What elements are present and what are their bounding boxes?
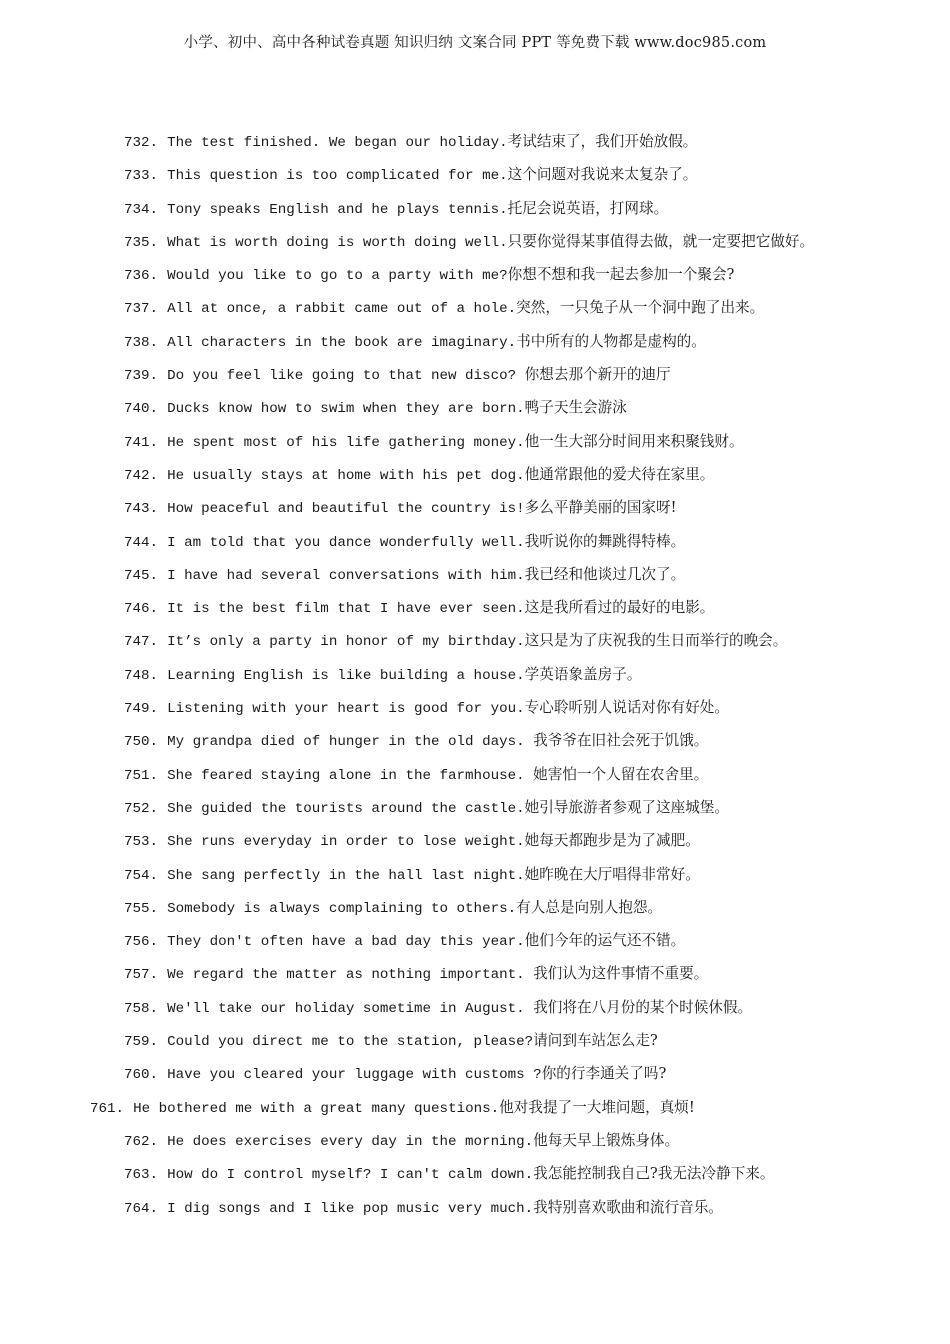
- sentence-number: 745.: [124, 567, 159, 584]
- sentence-english: Listening with your heart is good for you.: [167, 701, 525, 718]
- sentence-number: 737.: [124, 301, 159, 318]
- sentence-chinese: 请问到车站怎么走?: [533, 1032, 658, 1050]
- sentence-number: 733.: [124, 168, 159, 185]
- sentence-english: He spent most of his life gathering money.: [167, 434, 525, 451]
- sentence-chinese: 书中所有的人物都是虚构的。: [516, 332, 706, 350]
- list-item: [0, 194, 950, 227]
- sentence-chinese: 我们认为这件事情不重要。: [533, 965, 709, 983]
- sentence-english: All characters in the book are imaginary.: [167, 334, 517, 351]
- sentence-number: 736.: [124, 268, 159, 285]
- sentence-chinese: 我们将在八月份的某个时候休假。: [533, 998, 753, 1016]
- sentence-number: 739.: [124, 368, 159, 385]
- list-item: [0, 1193, 950, 1226]
- sentence-english: She sang perfectly in the hall last night.: [167, 867, 525, 884]
- sentence-number: 759.: [124, 1034, 159, 1051]
- sentence-english: I am told that you dance wonderfully well.: [167, 534, 525, 551]
- list-item: [0, 826, 950, 859]
- sentence-number: 750.: [124, 734, 159, 751]
- sentence-english: She runs everyday in order to lose weight.: [167, 834, 525, 851]
- sentence-number: 742.: [124, 467, 159, 484]
- list-item: [0, 1126, 950, 1159]
- sentence-number: 734.: [124, 201, 159, 218]
- sentence-english: Tony speaks English and he plays tennis.: [167, 201, 508, 218]
- sentence-chinese: 我已经和他谈过几次了。: [524, 565, 686, 583]
- list-item: [0, 1093, 950, 1126]
- sentence-english: Learning English is like building a house.: [167, 667, 525, 684]
- sentence-list: [0, 127, 950, 1226]
- sentence-english: Somebody is always complaining to others.: [167, 900, 517, 917]
- sentence-english: He usually stays at home with his pet dog.: [167, 467, 525, 484]
- sentence-english: It is the best film that I have ever seen.: [167, 601, 525, 618]
- list-item: [0, 893, 950, 926]
- sentence-number: 746.: [124, 601, 159, 618]
- list-item: [0, 427, 950, 460]
- sentence-english: It’s only a party in honor of my birthday.: [167, 634, 525, 651]
- sentence-chinese: 她害怕一个人留在农舍里。: [533, 765, 709, 783]
- list-item: [0, 493, 950, 526]
- sentence-number: 744.: [124, 534, 159, 551]
- sentence-chinese: 学英语象盖房子。: [524, 665, 642, 683]
- sentence-chinese: 你想不想和我一起去参加一个聚会?: [507, 266, 735, 284]
- sentence-chinese: 她昨晚在大厅唱得非常好。: [524, 865, 700, 883]
- sentence-english: She feared staying alone in the farmhouse.: [167, 767, 534, 784]
- sentence-english: How do I control myself? I can't calm down.: [167, 1167, 534, 1184]
- sentence-number: 753.: [124, 834, 159, 851]
- sentence-chinese: 我特别喜欢歌曲和流行音乐。: [533, 1198, 723, 1216]
- sentence-chinese: 他一生大部分时间用来积聚钱财。: [524, 432, 744, 450]
- sentence-number: 755.: [124, 900, 159, 917]
- sentence-chinese: 这只是为了庆祝我的生日而举行的晚会。: [524, 632, 788, 650]
- list-item: [0, 1059, 950, 1092]
- list-item: [0, 560, 950, 593]
- list-item: [0, 993, 950, 1026]
- list-item: [0, 327, 950, 360]
- sentence-number: 743.: [124, 501, 159, 518]
- sentence-english: All at once, a rabbit came out of a hole.: [167, 301, 517, 318]
- list-item: [0, 227, 950, 260]
- sentence-number: 751.: [124, 767, 159, 784]
- sentence-chinese: 考试结束了，我们开始放假。: [507, 133, 698, 150]
- sentence-chinese: 他通常跟他的爱犬待在家里。: [524, 465, 715, 483]
- sentence-number: 760.: [124, 1067, 159, 1084]
- sentence-number: 754.: [124, 867, 159, 884]
- sentence-chinese: 我怎能控制我自己?我无法冷静下来。: [533, 1165, 775, 1183]
- sentence-chinese: 她引导旅游者参观了这座城堡。: [524, 798, 729, 816]
- sentence-chinese: 这个问题对我说来太复杂了。: [507, 166, 698, 184]
- list-item: [0, 593, 950, 626]
- sentence-number: 758.: [124, 1000, 159, 1017]
- sentence-english: Ducks know how to swim when they are born.: [167, 401, 525, 418]
- sentence-number: 748.: [124, 667, 159, 684]
- sentence-english: I have had several conversations with him.: [167, 567, 525, 584]
- list-item: [0, 1159, 950, 1192]
- list-item: [0, 760, 950, 793]
- list-item: [0, 293, 950, 326]
- list-item: [0, 1026, 950, 1059]
- sentence-chinese: 他对我提了一大堆问题，真烦!: [499, 1098, 695, 1116]
- list-item: [0, 460, 950, 493]
- sentence-english: Do you feel like going to that new disco?: [167, 368, 525, 385]
- sentence-number: 764.: [124, 1200, 159, 1217]
- list-item: [0, 160, 950, 193]
- sentence-chinese: 托尼会说英语，打网球。: [507, 199, 669, 217]
- sentence-chinese: 这是我所看过的最好的电影。: [524, 599, 715, 617]
- sentence-chinese: 他们今年的运气还不错。: [524, 932, 686, 950]
- sentence-number: 732.: [124, 135, 159, 151]
- sentence-chinese: 她每天都跑步是为了减肥。: [524, 832, 700, 850]
- sentence-chinese: 突然，一只兔子从一个洞中跑了出来。: [516, 299, 765, 317]
- list-item: [0, 360, 950, 393]
- list-item: [0, 393, 950, 426]
- sentence-english: Have you cleared your luggage with customs ?: [167, 1067, 542, 1084]
- sentence-english: My grandpa died of hunger in the old days.: [167, 734, 534, 751]
- sentence-english: They don't often have a bad day this year.: [167, 934, 525, 951]
- sentence-english: How peaceful and beautiful the country is!: [167, 501, 525, 518]
- list-item: [0, 959, 950, 992]
- sentence-number: 735.: [124, 234, 159, 251]
- sentence-english: I dig songs and I like pop music very much.: [167, 1200, 534, 1217]
- list-item: [0, 860, 950, 893]
- sentence-number: 756.: [124, 934, 159, 951]
- sentence-number: 761.: [90, 1100, 125, 1117]
- sentence-chinese: 专心聆听别人说话对你有好处。: [524, 699, 729, 717]
- list-item: [0, 527, 950, 560]
- sentence-number: 762.: [124, 1133, 159, 1150]
- sentence-chinese: 只要你觉得某事值得去做，就一定要把它做好。: [507, 232, 815, 250]
- list-item: [0, 260, 950, 293]
- sentence-chinese: 你想去那个新开的迪厅: [524, 366, 671, 384]
- list-item: [0, 726, 950, 759]
- list-item: [0, 127, 950, 160]
- list-item: [0, 926, 950, 959]
- sentence-number: 763.: [124, 1167, 159, 1184]
- sentence-english: She guided the tourists around the castle.: [167, 800, 525, 817]
- sentence-english: He bothered me with a great many questions.: [133, 1100, 500, 1117]
- sentence-chinese: 我爷爷在旧社会死于饥饿。: [533, 732, 709, 750]
- sentence-number: 757.: [124, 967, 159, 984]
- sentence-english: What is worth doing is worth doing well.: [167, 234, 508, 251]
- sentence-english: Would you like to go to a party with me?: [167, 268, 508, 285]
- sentence-chinese: 他每天早上锻炼身体。: [533, 1131, 680, 1149]
- sentence-chinese: 你的行李通关了吗?: [541, 1065, 667, 1083]
- list-item: [0, 626, 950, 659]
- page-header: 小学、初中、高中各种试卷真题 知识归纳 文案合同 PPT 等免费下载 www.doc985.com: [183, 35, 767, 51]
- sentence-english: We'll take our holiday sometime in August.: [167, 1000, 534, 1017]
- sentence-english: Could you direct me to the station, please?: [167, 1034, 534, 1051]
- sentence-number: 741.: [124, 434, 159, 451]
- sentence-english: The test finished. We began our holiday.: [167, 135, 508, 151]
- sentence-number: 738.: [124, 334, 159, 351]
- sentence-chinese: 我听说你的舞跳得特棒。: [524, 532, 686, 550]
- sentence-number: 747.: [124, 634, 159, 651]
- list-item: [0, 793, 950, 826]
- sentence-english: This question is too complicated for me.: [167, 168, 508, 185]
- sentence-chinese: 鸭子天生会游泳: [524, 399, 627, 417]
- sentence-english: We regard the matter as nothing important.: [167, 967, 534, 984]
- sentence-english: He does exercises every day in the morning.: [167, 1133, 534, 1150]
- sentence-number: 740.: [124, 401, 159, 418]
- sentence-chinese: 有人总是向别人抱怨。: [516, 898, 663, 916]
- list-item: [0, 693, 950, 726]
- sentence-number: 749.: [124, 701, 159, 718]
- sentence-number: 752.: [124, 800, 159, 817]
- list-item: [0, 660, 950, 693]
- sentence-chinese: 多么平静美丽的国家呀!: [524, 499, 677, 517]
